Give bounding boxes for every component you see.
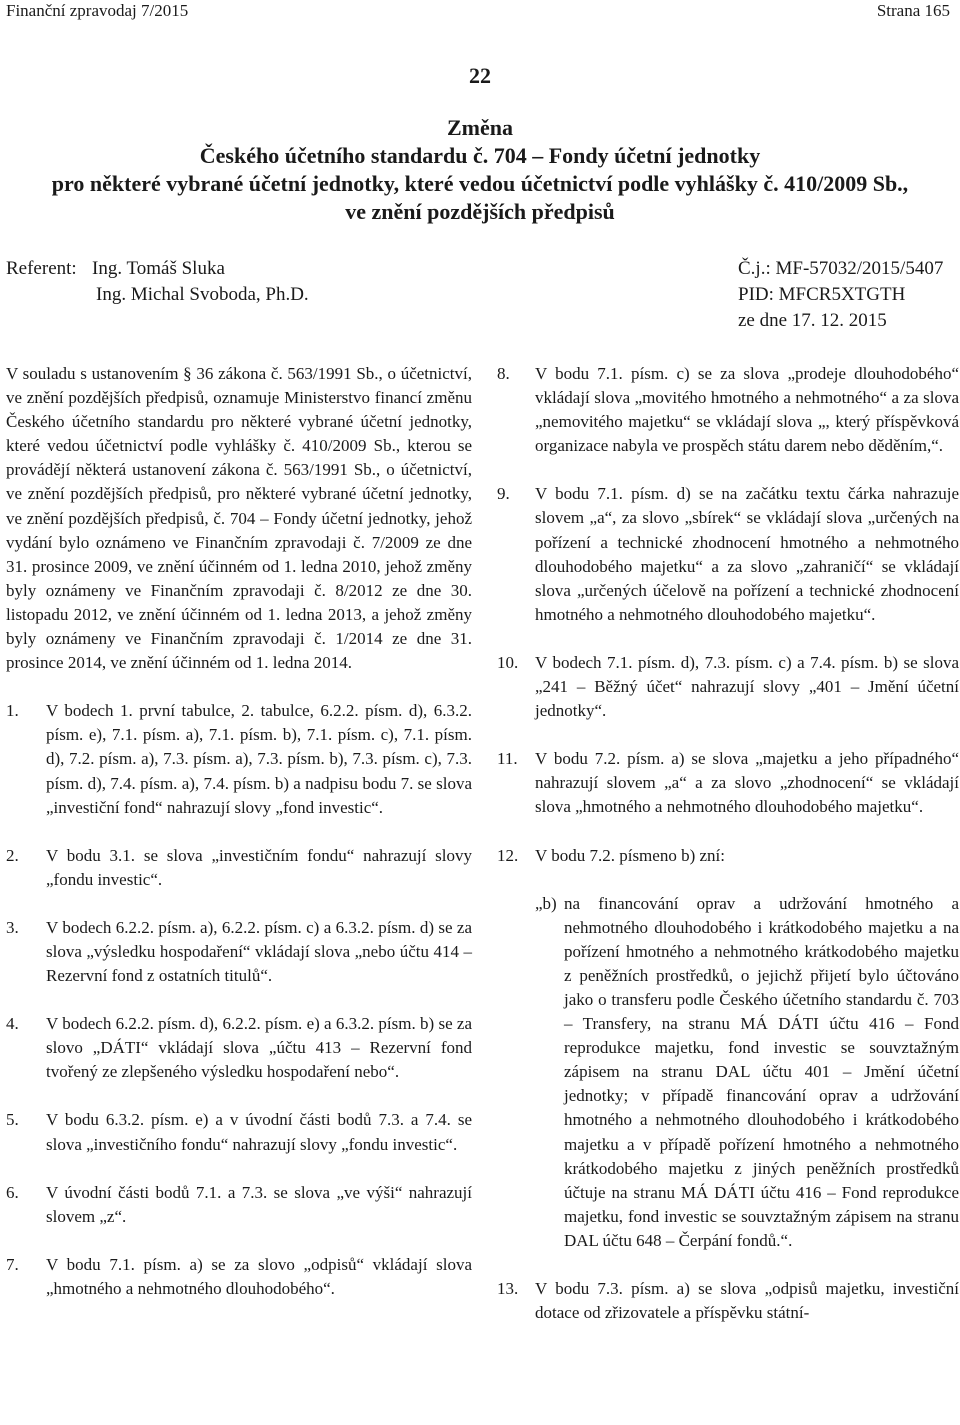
referent-name-2: Ing. Michal Svoboda, Ph.D. [96, 284, 309, 305]
item-text: V bodu 7.1. písm. c) se za slova „prodeje dlouhodobého“ vkládají slova „movitého hmotného a nehmotného“ a za slova „nemovitého majetku“ se vkládají slova „, který příspěvková organizace nabyla ve prospěch státu darem nebo děděním,“. [535, 364, 959, 456]
quoted-provision [535, 892, 959, 1253]
list-item [497, 482, 959, 627]
item-text: V bodu 7.2. písm. a) se slova „majetku a jeho případného“ nahrazují slovem „a“ a za slovo „zhodnocení“ se vkládají slova „hmotného a nehmotného dlouhodobého majetku“. [535, 749, 959, 817]
document-number: 22 [469, 63, 491, 88]
list-item [497, 747, 959, 819]
item-number: 3. [6, 917, 19, 937]
item-number: 5. [6, 1110, 19, 1130]
title-line-4: ve znění pozdějších předpisů [345, 199, 615, 224]
title-line-1: Změna [447, 115, 513, 140]
list-item [497, 844, 959, 868]
item-text: V bodech 7.1. písm. d), 7.3. písm. c) a 7.4. písm. b) se slova „241 – Běžný účet“ nahrazují slovy „401 – Jmění účetní jednotky“. [535, 652, 959, 721]
page-number: Strana 165 [876, 1, 950, 20]
page-header [0, 0, 960, 22]
item-text: V bodech 6.2.2. písm. d), 6.2.2. písm. e) a 6.3.2. písm. b) se za slovo „DÁTI“ vkládají slova „účtu 413 – Rezervní fond tvořený ze zlepšeného výsledku hospodaření nebo“. [46, 1014, 472, 1082]
item-text: V bodu 7.3. písm. a) se slova „odpisů majetku, investiční dotace od zřizovatele a příspěvku státní- [535, 1279, 959, 1323]
list-item [6, 1253, 472, 1301]
referent-block [6, 256, 309, 308]
item-number: 2. [6, 845, 19, 865]
referent-label: Referent: [6, 258, 77, 279]
item-number: 6. [6, 1182, 19, 1202]
list-item [6, 844, 472, 892]
item-text: V bodu 6.3.2. písm. e) a v úvodní části bodů 7.3. a 7.4. se slova „investičního fondu“ nahrazují slovy „fondu investic“. [46, 1110, 472, 1154]
item-text: V úvodní části bodů 7.1. a 7.3. se slova „ve výši“ nahrazují slovem „z“. [46, 1182, 472, 1226]
item-text: V bodu 3.1. se slova „investičním fondu“ nahrazují slovy „fondu investic“. [46, 845, 472, 889]
item-text: V bodu 7.1. písm. d) se na začátku textu čárka nahrazuje slovem „a“, za slovo „sbírek“ se vkládají slova „určených na pořízení a technické zhodnocení hmotného a nehmotného dlouhodobého majetku“ a za slovo „zahraničí“ se vkládají slova „určených účelově na pořízení a technické zhodnocení hmotného a nehmotného dlouhodobého majetku“. [535, 484, 959, 624]
item-number: 10. [497, 652, 519, 672]
list-item [6, 699, 472, 819]
item-number: 12. [497, 845, 519, 865]
item-number: 11. [497, 749, 518, 769]
item-text: V bodu 7.2. písmeno b) zní: [535, 845, 725, 865]
right-column [497, 362, 959, 1349]
list-item [497, 651, 959, 723]
item-number: 9. [497, 484, 510, 504]
left-column [6, 362, 472, 1325]
item-text: V bodu 7.1. písm. a) se za slovo „odpisů“ vkládají slova „hmotného a nehmotného dlouhodobého“. [46, 1254, 472, 1298]
list-item [6, 916, 472, 988]
intro-paragraph: V souladu s ustanovením § 36 zákona č. 563/1991 Sb., o účetnictví, ve znění pozdějších předpisů, oznamuje Ministerstvo financí změnu Českého účetního standardu pro některé vybrané účetní jednotky, které vedou účetnictví podle vyhlášky č. 410/2009 Sb., kterou se provádějí některá ustanovení zákona č. 563/1991 Sb., o účetnictví, ve znění pozdějších předpisů, pro některé vybrané účetní jednotky, ve znění pozdějších předpisů, č. 704 – Fondy účetní jednotky, jehož vydání bylo oznámeno ve Finančním zpravodaji č. 7/2009 ze dne 31. prosince 2009, ve znění účinném od 1. ledna 2010, jehož změny byly oznámeny ve Finančním zpravodaji č. 8/2012 ze dne 30. listopadu 2012, ve znění účinném od 1. ledna 2013, a jehož změny byly oznámeny ve Finančním zpravodaji č. 1/2014 ze dne 31. prosince 2014, ve znění účinném od 1. ledna 2014. [6, 364, 472, 673]
list-item [497, 362, 959, 458]
quote-text: na financování oprav a udržování hmotného a nehmotného dlouhodobého i krátkodobého majetku a na pořízení hmotného a nehmotného krátkodobého majetku z peněžních prostředků, o jejichž přijetí bylo účtováno jako o transferu podle Českého účetního standardu č. 703 – Transfery, na stranu MÁ DÁTI účtu 416 – Fond reprodukce majetku, fond investic se souvztažným zápisem na stranu DAL účtu 401 – Jmění účetní jednotky; v případě financování oprav a udržování hmotného a nehmotného dlouhodobého i krátkodobého majetku a v případě pořízení hmotného a nehmotného krátkodobého majetku z jiných peněžních prostředků účtuje na stranu MÁ DÁTI účtu 416 – Fond reprodukce majetku, fond investic se souvztažným zápisem na stranu DAL účtu 648 – Čerpání fondů.“. [564, 893, 959, 1250]
item-number: 13. [497, 1279, 519, 1298]
item-text: V bodech 6.2.2. písm. a), 6.2.2. písm. c) a 6.3.2. písm. d) se za slova „výsledku hospodaření“ vkládají slova „nebo účtu 414 – Rezervní fond z ostatních titulů“. [46, 917, 472, 986]
title-line-2: Českého účetního standardu č. 704 – Fondy účetní jednotky [199, 143, 761, 168]
reference-date: ze dne 17. 12. 2015 [738, 310, 887, 331]
list-item [6, 1108, 472, 1156]
list-item [6, 1181, 472, 1229]
list-item [497, 1277, 959, 1325]
item-number: 4. [6, 1014, 19, 1034]
journal-issue: Finanční zpravodaj 7/2015 [6, 1, 189, 20]
item-number: 1. [6, 701, 19, 721]
quote-letter: „b) [535, 893, 557, 913]
reference-pid: PID: MFCR5XTGTH [738, 284, 906, 305]
item-number: 7. [6, 1254, 19, 1274]
referent-name-1: Ing. Tomáš Sluka [92, 258, 225, 279]
item-text: V bodech 1. první tabulce, 2. tabulce, 6.2.2. písm. d), 6.3.2. písm. e), 7.1. písm. a), 7.1. písm. b), 7.1. písm. c), 7.1. písm. d), 7.2. písm. a), 7.3. písm. a), 7.3. písm. b), 7.3. písm. c), 7.3. písm. d), 7.4. písm. a), 7.4. písm. b) a nadpisu bodu 7. se slova „investiční fond“ nahrazují slovy „fond investic“. [46, 701, 472, 817]
reference-block [738, 256, 943, 334]
list-item [6, 1012, 472, 1084]
document-title [0, 62, 960, 226]
title-line-3: pro některé vybrané účetní jednotky, které vedou účetnictví podle vyhlášky č. 410/2009 Sb., [51, 171, 909, 196]
reference-cj: Č.j.: MF-57032/2015/5407 [738, 258, 944, 279]
item-number: 8. [497, 364, 510, 383]
